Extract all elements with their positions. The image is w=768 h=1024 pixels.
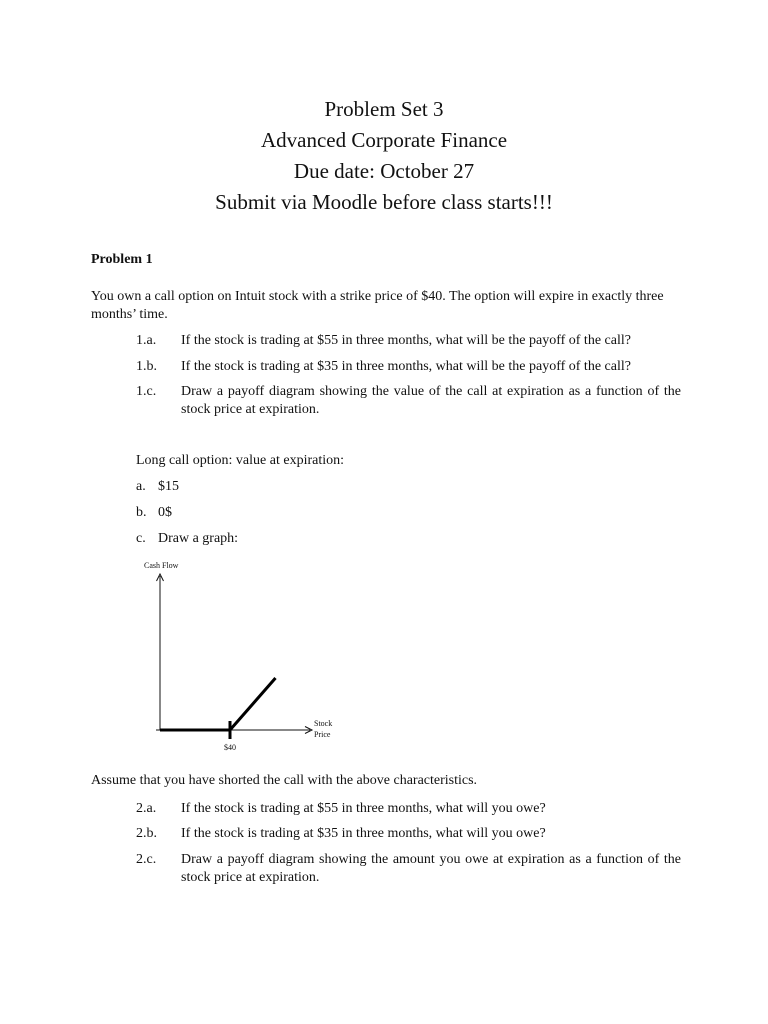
answer-text: 0$ — [158, 505, 172, 520]
header-line-1: Problem Set 3 — [324, 97, 444, 121]
question-text: Draw a payoff diagram showing the amount you owe at expiration as a function of the stock price at expiration. — [181, 852, 681, 885]
question-text: If the stock is trading at $35 in three months, what will you owe? — [181, 826, 546, 841]
y-axis-label: Cash Flow — [144, 561, 179, 570]
question-number: 1.a. — [136, 333, 157, 348]
document-header — [0, 94, 768, 218]
question-number: 1.b. — [136, 359, 157, 374]
x-axis-label-price: Price — [314, 730, 331, 739]
answer-c — [136, 531, 238, 547]
answer-a — [136, 479, 179, 495]
answer-letter: b. — [136, 505, 147, 520]
answer-b — [136, 505, 172, 521]
question-number: 2.a. — [136, 801, 157, 816]
answer-letter: a. — [136, 479, 146, 494]
question-text: If the stock is trading at $55 in three months, what will be the payoff of the call? — [181, 333, 631, 348]
question-text: If the stock is trading at $35 in three months, what will be the payoff of the call? — [181, 359, 631, 374]
problem-2-intro: Assume that you have shorted the call with the above characteristics. — [91, 773, 478, 788]
answer-text: $15 — [158, 479, 179, 494]
problem-1-intro: You own a call option on Intuit stock with a strike price of $40. The option will expire in exactly three months’ time. — [91, 289, 664, 322]
answer-heading: Long call option: value at expiration: — [136, 453, 344, 468]
header-line-2: Advanced Corporate Finance — [260, 128, 508, 152]
payoff-diagram — [140, 558, 350, 758]
question-number: 1.c. — [136, 384, 157, 399]
question-text: Draw a payoff diagram showing the value of the call at expiration as a function of the stock price at expiration. — [181, 384, 681, 417]
answer-text: Draw a graph: — [158, 531, 239, 546]
header-line-3: Due date: October 27 — [293, 159, 475, 183]
problem-1-title: Problem 1 — [91, 252, 153, 267]
x-axis-label-stock: Stock — [314, 719, 333, 728]
payoff-line — [160, 678, 276, 730]
question-text: If the stock is trading at $55 in three months, what will you owe? — [181, 801, 546, 816]
question-number: 2.c. — [136, 852, 157, 867]
answer-letter: c. — [136, 531, 146, 546]
strike-tick-label: $40 — [224, 743, 236, 752]
header-line-4: Submit via Moodle before class starts!!! — [215, 190, 553, 214]
question-number: 2.b. — [136, 826, 157, 841]
